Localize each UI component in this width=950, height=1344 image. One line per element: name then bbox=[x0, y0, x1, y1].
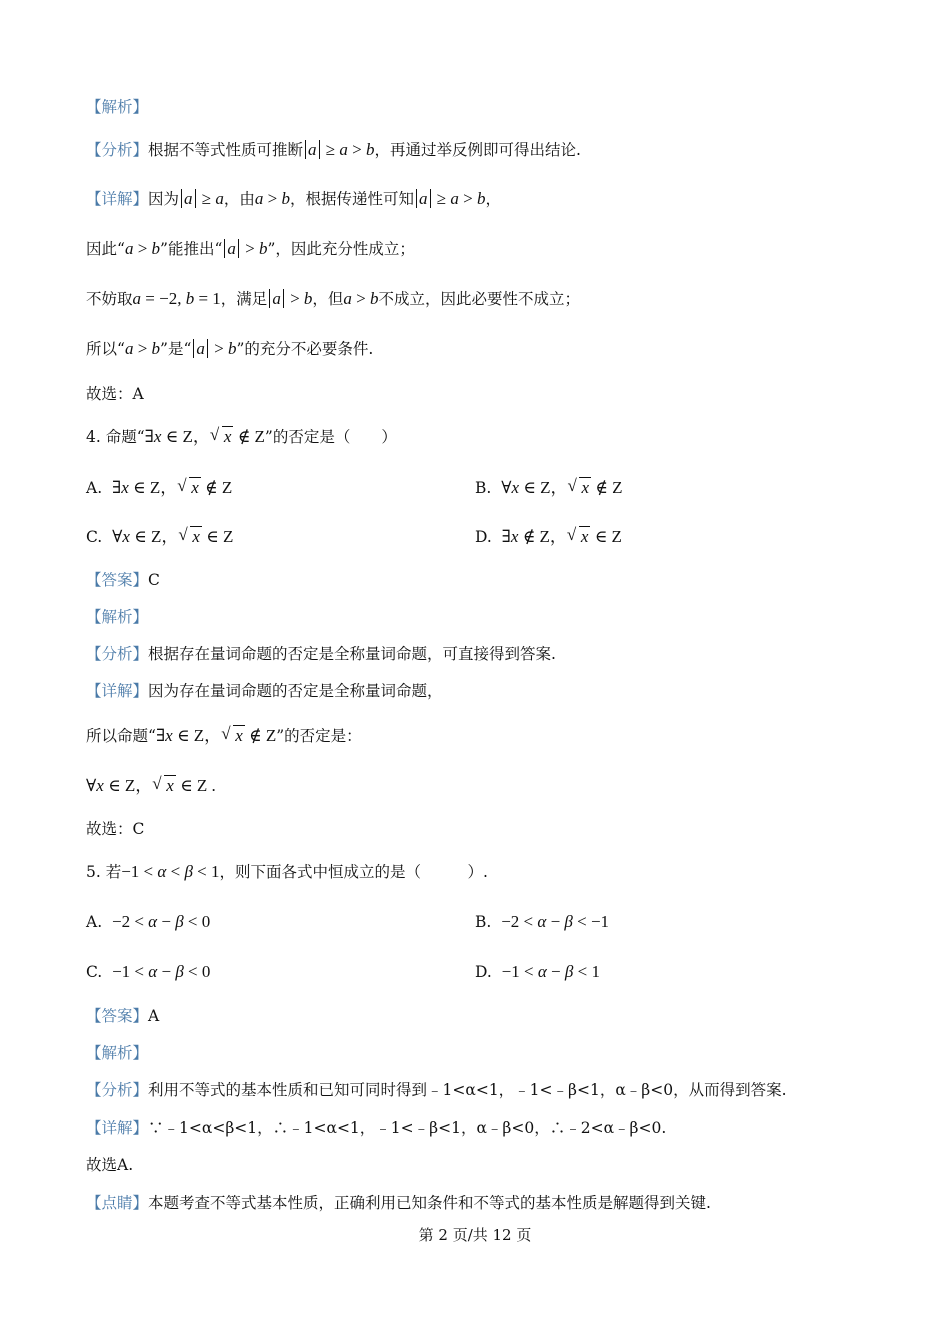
q4-option-c: C. ∀x ∈ Z， √ x ∈ Z bbox=[86, 525, 234, 546]
q4-xiangjie: 【详解】因为存在量词命题的否定是全称量词命题， bbox=[86, 682, 443, 700]
q4-line3: ∀x ∈ Z， √ x ∈ Z . bbox=[86, 774, 216, 795]
q3-line5: 所以“a > b”是“ a > b”的充分不必要条件. bbox=[86, 339, 374, 358]
q5-option-b: B. −2 < α − β < −1 bbox=[475, 912, 610, 931]
q3-line3: 因此“a > b”能推出“ a > b”，因此充分性成立； bbox=[86, 239, 415, 258]
q4-fenxi: 【分析】根据存在量词命题的否定是全称量词命题，可直接得到答案. bbox=[86, 645, 556, 663]
q5-choice: 故选A. bbox=[86, 1156, 134, 1174]
jiexi-tag: 【解析】 bbox=[86, 98, 149, 116]
q4-option-d: D. ∃x ∉ Z， √ x ∈ Z bbox=[475, 525, 622, 546]
q5-answer: 【答案】A bbox=[86, 1007, 160, 1025]
q3-xiangjie: 【详解】因为 a ≥ a，由a > b，根据传递性可知 a ≥ a > b， bbox=[86, 189, 501, 208]
q5-xiangjie: 【详解】∵﹣1<α<β<1，∴﹣1<α<1，﹣1<﹣β<1，α﹣β<0，∴﹣2<α﹣β<0. bbox=[86, 1119, 667, 1137]
q4-jiexi-tag: 【解析】 bbox=[86, 608, 149, 626]
page-footer: 第 2 页/共 12 页 bbox=[418, 1226, 532, 1244]
q3-line4: 不妨取a = −2, b = 1，满足 a > b，但a > b不成立，因此必要性不成立； bbox=[86, 289, 581, 308]
q4-answer: 【答案】C bbox=[86, 571, 160, 589]
q5-fenxi: 【分析】利用不等式的基本性质和已知可同时得到﹣1<α<1，﹣1<﹣β<1，α﹣β<0，从而得到答案. bbox=[86, 1081, 787, 1099]
q4-choice: 故选：C bbox=[86, 820, 145, 838]
q4-line2: 所以命题“∃x ∈ Z， √ x ∉ Z”的否定是： bbox=[86, 724, 362, 745]
q5-option-d: D. −1 < α − β < 1 bbox=[475, 962, 600, 981]
q5-option-a: A. −2 < α − β < 0 bbox=[86, 912, 211, 931]
q3-choice: 故选：A bbox=[86, 385, 144, 403]
q5-dianjing: 【点睛】本题考查不等式基本性质，正确利用已知条件和不等式的基本性质是解题得到关键. bbox=[86, 1194, 711, 1212]
q5-jiexi-tag: 【解析】 bbox=[86, 1044, 149, 1062]
q4-stem: 4. 命题“∃x ∈ Z， √ x ∉ Z”的否定是（ ） bbox=[86, 425, 397, 446]
q3-fenxi: 【分析】根据不等式性质可推断 a ≥ a > b，再通过举反例即可得出结论. bbox=[86, 140, 581, 159]
q5-option-c: C. −1 < α − β < 0 bbox=[86, 962, 211, 981]
q4-option-b: B. ∀x ∈ Z， √ x ∉ Z bbox=[475, 476, 623, 497]
q5-stem: 5. 若−1 < α < β < 1，则下面各式中恒成立的是（ ）. bbox=[86, 862, 488, 881]
q4-option-a: A. ∃x ∈ Z， √ x ∉ Z bbox=[86, 476, 233, 497]
